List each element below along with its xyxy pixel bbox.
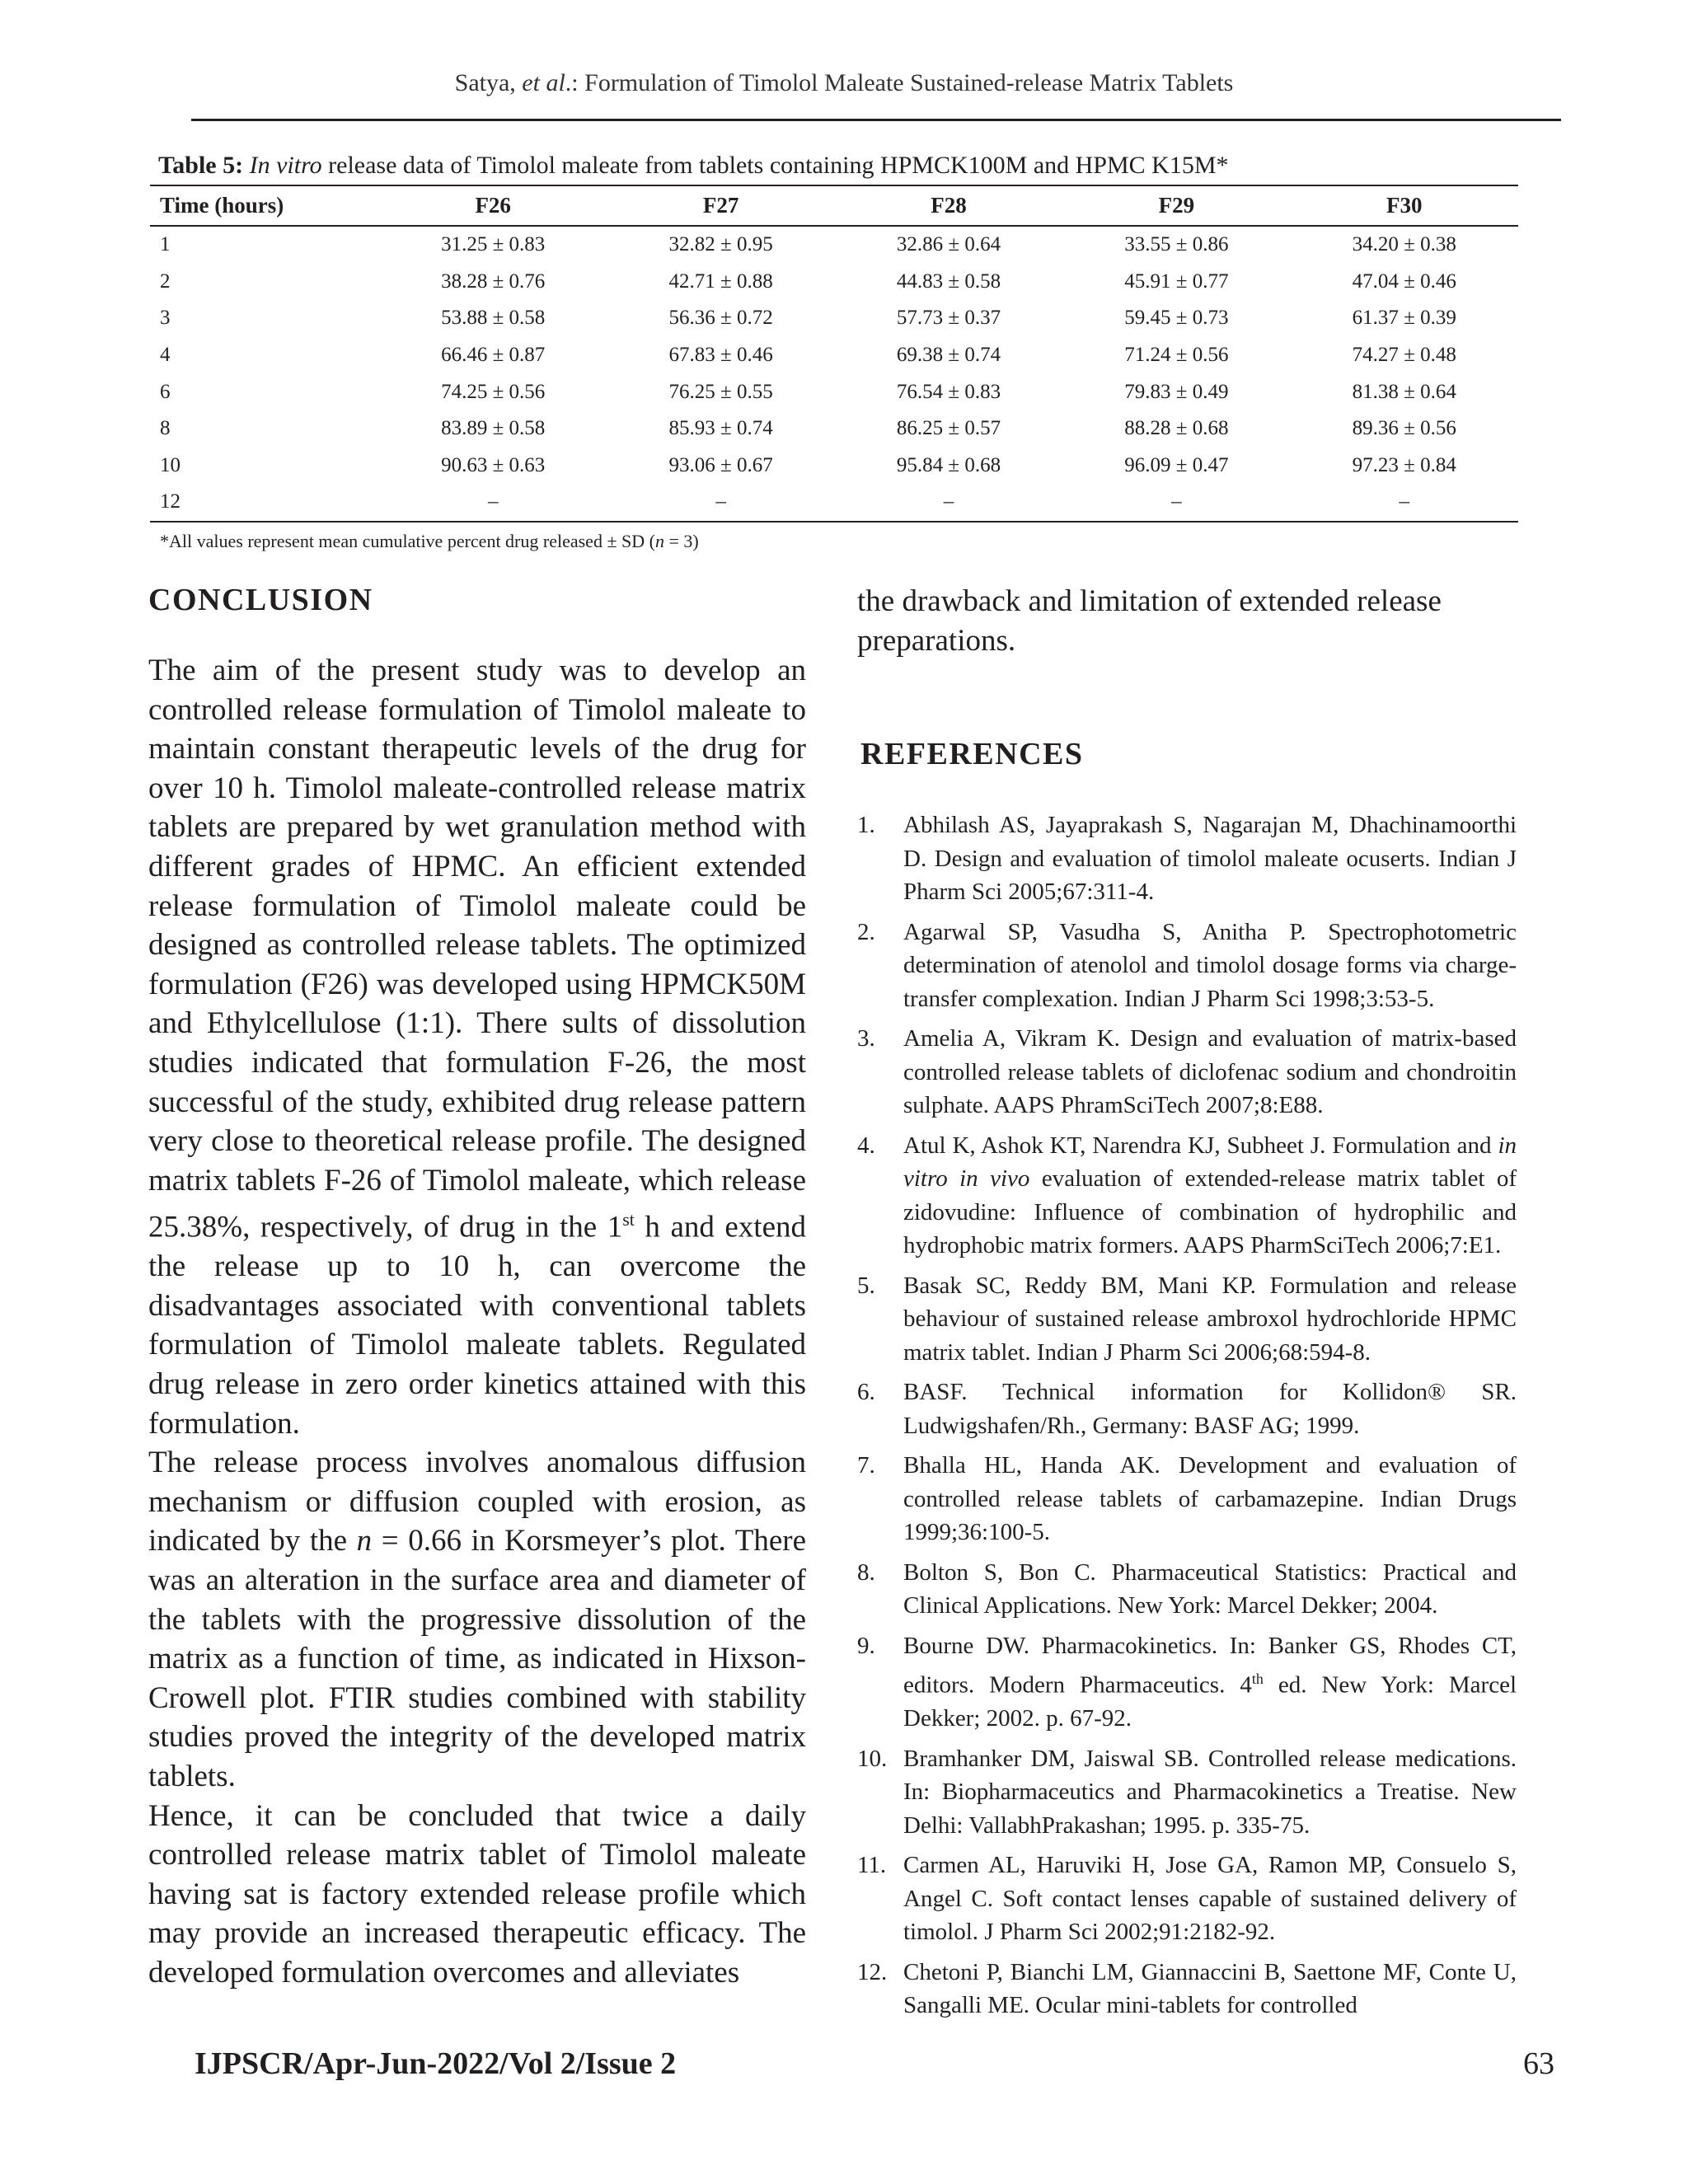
reference-item: 7. Bhalla HL, Handa AK. Development and evaluation of controlled release tablets of carbamazepine. Indian Drugs 1999;36:100-5. bbox=[857, 1452, 1517, 1546]
table-row bbox=[150, 300, 1518, 337]
table-cell: 47.04 ± 0.46 bbox=[1352, 269, 1456, 293]
reference-item: 1. Abhilash AS, Jayaprakash S, Nagarajan M, Dhachinamoorthi D. Design and evaluation of timolol maleate ocuserts. Indian J Pharm Sci 2005;67:311-4. bbox=[857, 812, 1517, 906]
table-cell: 66.46 ± 0.87 bbox=[441, 344, 546, 367]
reference-item: 12. Chetoni P, Bianchi LM, Giannaccini B, Saettone MF, Conte U, Sangalli ME. Ocular mini-tablets for controlled bbox=[857, 1958, 1517, 2019]
table-5 bbox=[150, 152, 1518, 552]
reference-item: 9. Bourne DW. Pharmacokinetics. In: Banker GS, Rhodes CT, editors. Modern Pharmaceutics. 4th ed. New York: Marcel Dekker; 2002. p. 67-92. bbox=[857, 1632, 1517, 1732]
release-data-table bbox=[150, 185, 1518, 523]
table-row bbox=[150, 410, 1518, 448]
table-header-row bbox=[150, 185, 1518, 226]
conclusion-heading: CONCLUSION bbox=[148, 583, 373, 617]
conclusion-paragraph: The aim of the present study was to develop an controlled release formulation of Timolol maleate to maintain constant therapeutic levels of the drug for over 10 h. Timolol maleate-controlled release matrix tablets are prepared by wet granulation method with different grades of HPMC. An efficient extended release formulation of Timolol maleate could be designed as controlled release tablets. The optimized formulation (F26) was developed using HPMCK50M and Ethylcellulose (1:1). There sults of dissolution studies indicated that formulation F-26, the most successful of the study, exhibited drug release pattern very close to theoretical release profile. The designed matrix tablets F-26 of Timolol maleate, which release 25.38%, respectively, of drug in the 1st h and extend the release up to 10 h, can overcome the disadvantages associated with conventional tablets formulation of Timolol maleate tablets. Regulated drug release in zero order kinetics attained with this formulation. bbox=[148, 654, 807, 1441]
table-cell: 95.84 ± 0.68 bbox=[896, 453, 1001, 476]
table-row bbox=[150, 226, 1518, 264]
column-header: F29 bbox=[1062, 185, 1290, 226]
right-column bbox=[857, 582, 1517, 2029]
table-row bbox=[150, 484, 1518, 522]
table-cell: 81.38 ± 0.64 bbox=[1352, 380, 1456, 403]
table-cell: 57.73 ± 0.37 bbox=[896, 307, 1001, 330]
left-column bbox=[148, 582, 806, 1993]
table-cell: – bbox=[379, 484, 607, 522]
table-cell: 2 bbox=[160, 269, 171, 293]
reference-item: 3. Amelia A, Vikram K. Design and evaluation of matrix-based controlled release tablets of diclofenac sodium and chondroitin sulphate. AAPS PhramSciTech 2007;8:E88. bbox=[857, 1025, 1517, 1119]
table-cell: 53.88 ± 0.58 bbox=[441, 307, 546, 330]
table-cell: 86.25 ± 0.57 bbox=[896, 417, 1001, 440]
column-header: F28 bbox=[835, 185, 1062, 226]
table-cell: – bbox=[1062, 484, 1290, 522]
table-cell: 42.71 ± 0.88 bbox=[668, 269, 773, 293]
table-cell: 38.28 ± 0.76 bbox=[441, 269, 546, 293]
table-caption: Table 5: In vitro release data of Timolol maleate from tablets containing HPMCK100M and HPMC K15M* bbox=[158, 152, 1229, 179]
table-cell: 34.20 ± 0.38 bbox=[1352, 233, 1456, 256]
reference-item: 6. BASF. Technical information for Kollidon® SR. Ludwigshafen/Rh., Germany: BASF AG; 1999. bbox=[857, 1379, 1517, 1439]
page-number: 63 bbox=[1523, 2046, 1554, 2081]
table-cell: – bbox=[835, 484, 1062, 522]
footer-journal-info: IJPSCR/Apr-Jun-2022/Vol 2/Issue 2 bbox=[195, 2046, 677, 2081]
conclusion-paragraph: The release process involves anomalous diffusion mechanism or diffusion coupled with erosion, as indicated by the n = 0.66 in Korsmeyer’s plot. There was an alteration in the surface area and diameter of the tablets with the progressive dissolution of the matrix as a function of time, as indicated in Hixson-Crowell plot. FTIR studies combined with stability studies proved the integrity of the developed matrix tablets. bbox=[148, 1446, 806, 1793]
table-cell: 32.86 ± 0.64 bbox=[896, 233, 1001, 256]
header-rule bbox=[191, 119, 1561, 121]
reference-item: 2. Agarwal SP, Vasudha S, Anitha P. Spectrophotometric determination of atenolol and timolol dosage forms via charge-transfer complexation. Indian J Pharm Sci 1998;3:53-5. bbox=[857, 918, 1517, 1012]
table-cell: 76.25 ± 0.55 bbox=[668, 380, 773, 403]
table-footnote: *All values represent mean cumulative percent drug released ± SD (n = 3) bbox=[160, 530, 699, 551]
table-row bbox=[150, 373, 1518, 410]
table-cell: 74.25 ± 0.56 bbox=[441, 380, 546, 403]
table-cell: 4 bbox=[160, 344, 171, 367]
table-cell: 97.23 ± 0.84 bbox=[1352, 453, 1456, 476]
column-header: F26 bbox=[379, 185, 607, 226]
table-cell: 59.45 ± 0.73 bbox=[1124, 307, 1229, 330]
table-cell: – bbox=[1291, 484, 1518, 522]
table-cell: 69.38 ± 0.74 bbox=[896, 344, 1001, 367]
running-header: Satya, et al.: Formulation of Timolol Maleate Sustained-release Matrix Tablets bbox=[454, 69, 1234, 96]
reference-item: 5. Basak SC, Reddy BM, Mani KP. Formulation and release behaviour of sustained release ambroxol hydrochloride HPMC matrix tablet. Indian J Pharm Sci 2006;68:594-8. bbox=[857, 1272, 1517, 1366]
table-cell: 6 bbox=[160, 380, 171, 403]
table-row bbox=[150, 337, 1518, 374]
table-cell: 93.06 ± 0.67 bbox=[668, 453, 773, 476]
table-cell: – bbox=[607, 484, 834, 522]
reference-item: 4. Atul K, Ashok KT, Narendra KJ, Subheet J. Formulation and in vitro in vivo evaluation of extended-release matrix tablet of zidovudine: Influence of combination of hydrophilic and hydrophobic matrix formers. AAPS PharmSciTech 2006;7:E1. bbox=[857, 1132, 1517, 1259]
reference-item: 11. Carmen AL, Haruviki H, Jose GA, Ramon MP, Consuelo S, Angel C. Soft contact lenses capable of sustained delivery of timolol. J Pharm Sci 2002;91:2182-92. bbox=[857, 1852, 1517, 1946]
table-cell: 71.24 ± 0.56 bbox=[1124, 344, 1229, 367]
reference-item: 8. Bolton S, Bon C. Pharmaceutical Statistics: Practical and Clinical Applications. New York: Marcel Dekker; 2004. bbox=[857, 1558, 1517, 1619]
column-header: F30 bbox=[1291, 185, 1518, 226]
table-cell: 44.83 ± 0.58 bbox=[896, 269, 1001, 293]
table-cell: 32.82 ± 0.95 bbox=[668, 233, 773, 256]
table-cell: 74.27 ± 0.48 bbox=[1352, 344, 1456, 367]
table-cell: 89.36 ± 0.56 bbox=[1352, 417, 1456, 440]
table-cell: 96.09 ± 0.47 bbox=[1124, 453, 1229, 476]
table-cell: 90.63 ± 0.63 bbox=[441, 453, 546, 476]
table-cell: 83.89 ± 0.58 bbox=[441, 417, 546, 440]
table-cell: 12 bbox=[150, 484, 379, 522]
table-row bbox=[150, 448, 1518, 485]
references-heading: REFERENCES bbox=[860, 737, 1084, 772]
table-cell: 79.83 ± 0.49 bbox=[1124, 380, 1229, 403]
table-cell: 88.28 ± 0.68 bbox=[1124, 417, 1229, 440]
conclusion-paragraph: Hence, it can be concluded that twice a daily controlled release matrix tablet of Timolol maleate having sat is factory extended release profile which may provide an increased therapeutic efficacy. The developed formulation overcomes and alleviates bbox=[148, 1798, 806, 1990]
column-header: F27 bbox=[607, 185, 834, 226]
column-header: Time (hours) bbox=[150, 185, 379, 226]
table-cell: 61.37 ± 0.39 bbox=[1352, 307, 1456, 330]
table-cell: 76.54 ± 0.83 bbox=[896, 380, 1001, 403]
table-cell: 67.83 ± 0.46 bbox=[668, 344, 773, 367]
table-cell: 1 bbox=[160, 233, 171, 256]
table-cell: 56.36 ± 0.72 bbox=[668, 307, 773, 330]
reference-list bbox=[857, 808, 1517, 2022]
conclusion-continuation: the drawback and limitation of extended release preparations. bbox=[857, 584, 1442, 658]
table-cell: 3 bbox=[160, 307, 171, 330]
table-cell: 33.55 ± 0.86 bbox=[1124, 233, 1229, 256]
reference-item: 10. Bramhanker DM, Jaiswal SB. Controlled release medications. In: Biopharmaceutics and Pharmacokinetics a Treatise. New Delhi: VallabhPrakashan; 1995. p. 335-75. bbox=[857, 1745, 1517, 1839]
table-cell: 85.93 ± 0.74 bbox=[668, 417, 773, 440]
table-cell: 45.91 ± 0.77 bbox=[1124, 269, 1229, 293]
table-cell: 31.25 ± 0.83 bbox=[441, 233, 546, 256]
table-cell: 10 bbox=[160, 453, 181, 476]
table-cell: 8 bbox=[160, 417, 171, 440]
table-row bbox=[150, 264, 1518, 301]
